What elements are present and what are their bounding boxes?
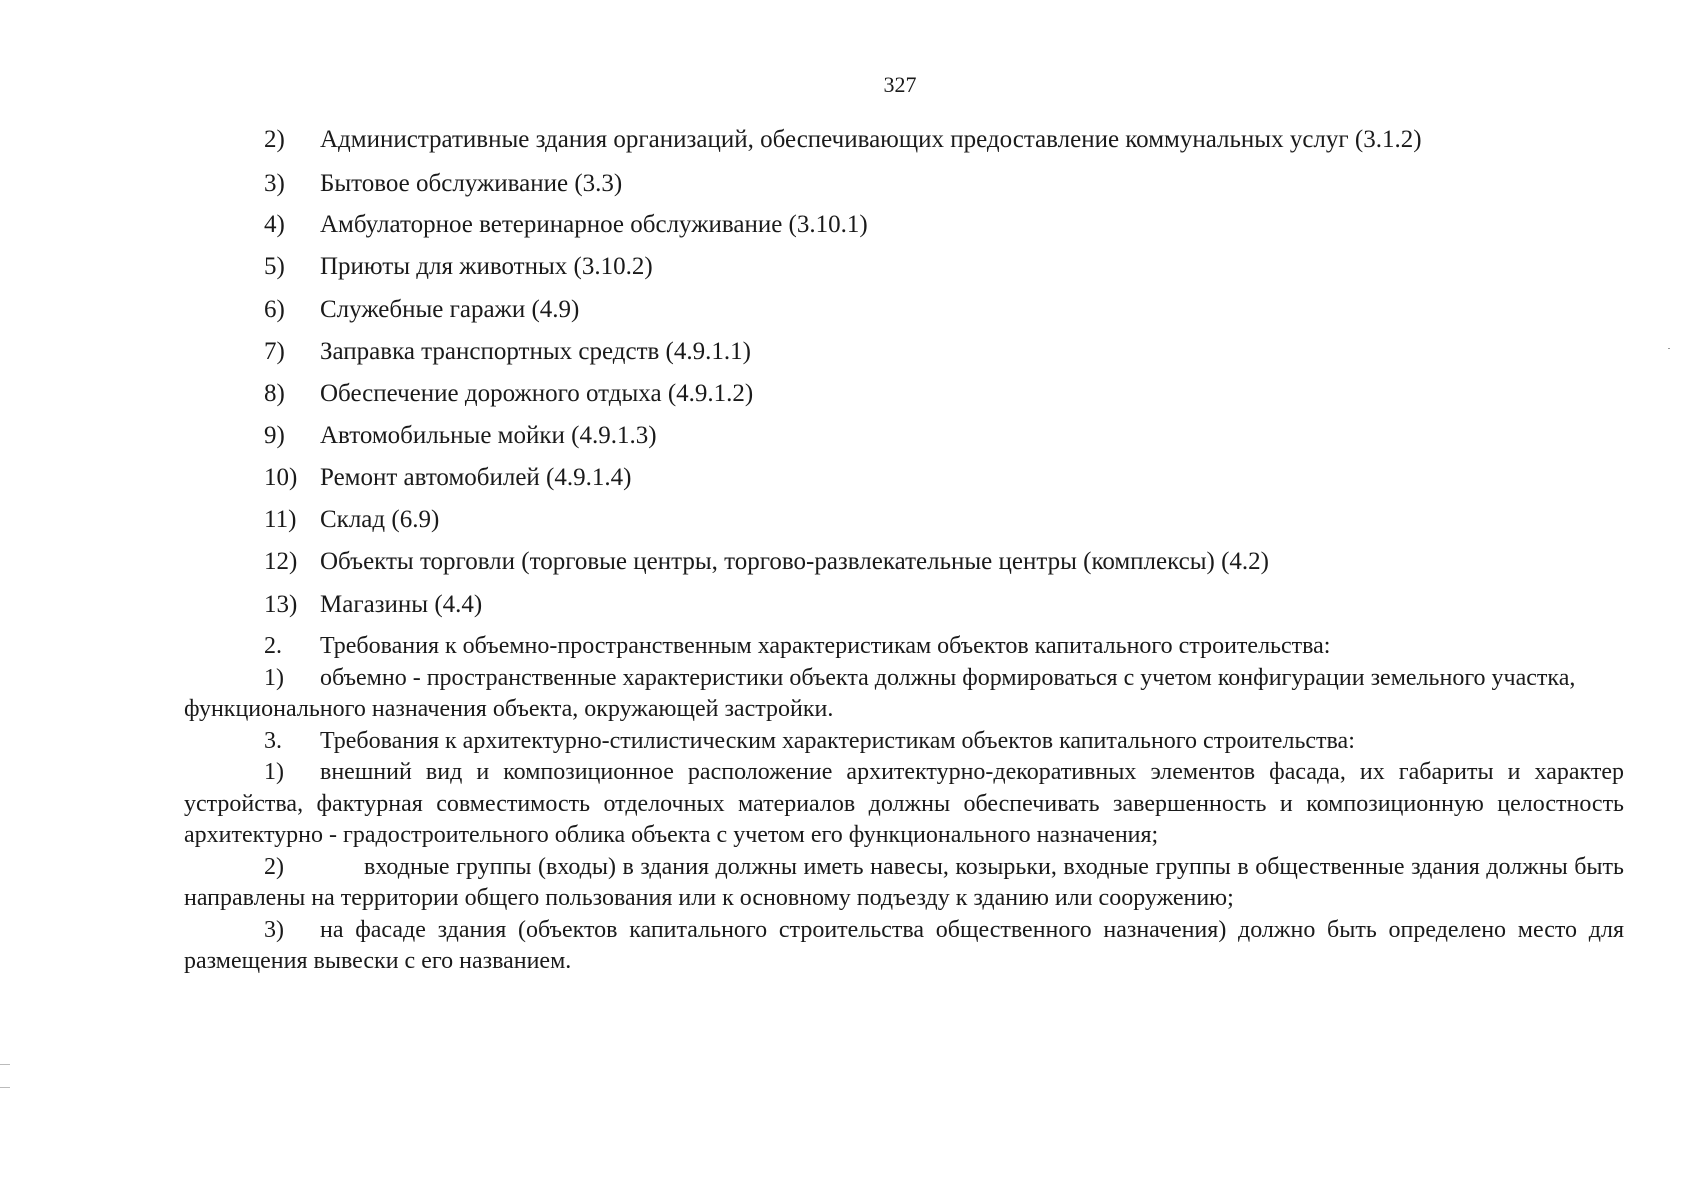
list-item (264, 252, 1564, 295)
paragraph (184, 852, 1624, 915)
paragraph-number: 1) (264, 664, 284, 691)
list-item-text: Автомобильные мойки (4.9.1.3) (320, 422, 657, 449)
section-heading (184, 631, 1624, 663)
list-item-text: Административные здания организаций, обеспечивающих предоставление коммунальных услуг (3.1.2) (320, 126, 1422, 153)
paragraph-text: входные группы (входы) в здания должны иметь навесы, козырьки, входные группы в общественные здания должны быть направлены на территории общего пользования или к основному подъезду к зданию или сооружению; (184, 853, 1624, 911)
list-item-number: 4) (264, 211, 285, 238)
list-item (264, 295, 1564, 337)
scan-artifact (0, 1064, 10, 1088)
list-item (264, 169, 1564, 210)
list-item-text: Приюты для животных (3.10.2) (320, 253, 653, 280)
paragraph (184, 663, 1624, 726)
list-item-text: Заправка транспортных средств (4.9.1.1) (320, 338, 751, 365)
paragraph-text: на фасаде здания (объектов капитального строительства общественного назначения) должно быть определено место для размещения вывески с его названием. (184, 916, 1624, 974)
list-item (264, 463, 1564, 505)
paragraph (184, 757, 1624, 852)
paragraph-number: 3. (264, 727, 282, 754)
list-item-text: Ремонт автомобилей (4.9.1.4) (320, 464, 632, 491)
list-item (264, 210, 1564, 252)
page-number: 327 (883, 72, 917, 97)
list-item (264, 505, 1564, 547)
list-item (264, 379, 1564, 421)
paragraph-number: 2. (264, 633, 282, 659)
requirements-section (184, 631, 1624, 978)
list-item-number: 11) (264, 506, 297, 533)
list-item-number: 13) (264, 591, 298, 618)
list-item-number: 12) (264, 548, 298, 575)
list-item-number: 10) (264, 464, 298, 491)
list-item-number: 8) (264, 380, 285, 407)
paragraph-text: внешний вид и композиционное расположение архитектурно-декоративных элементов фасада, их габариты и характер устройства, фактурная совместимость отделочных материалов должны обеспечивать завершенность и композиционную целостность архитектурно - градостроительного облика объекта с учетом его функционального назначения; (184, 759, 1624, 848)
list-item-text: Амбулаторное ветеринарное обслуживание (3.10.1) (320, 211, 868, 238)
paragraph-number: 2) (264, 853, 284, 880)
paragraph-text: Требования к объемно-пространственным характеристикам объектов капитального строительства: (320, 633, 1331, 659)
list-item (264, 421, 1564, 463)
list-item-number: 5) (264, 253, 285, 280)
list-item-text: Бытовое обслуживание (3.3) (320, 170, 623, 197)
list-item-text: Объекты торговли (торговые центры, торгово-развлекательные центры (комплексы) (4.2) (320, 548, 1270, 575)
list-item-number: 3) (264, 170, 285, 197)
list-item-text: Склад (6.9) (320, 506, 440, 533)
paragraph-text: объемно - пространственные характеристики объекта должны формироваться с учетом конфигурации земельного участка, функционального назначения объекта, окружающей застройки. (184, 664, 1576, 722)
list-item-number: 6) (264, 296, 285, 323)
list-item-number: 7) (264, 338, 285, 365)
paragraph-text: Требования к архитектурно-стилистическим характеристикам объектов капитального строительства: (320, 727, 1355, 754)
list-item (264, 547, 1564, 590)
paragraph-number: 1) (264, 759, 284, 785)
list-item-text: Магазины (4.4) (320, 591, 483, 618)
land-use-list (264, 125, 1564, 620)
section-heading (184, 726, 1624, 758)
list-item (264, 125, 1564, 169)
list-item (264, 337, 1564, 379)
paragraph (184, 915, 1624, 978)
list-item-number: 2) (264, 126, 285, 153)
list-item-text: Обеспечение дорожного отдыха (4.9.1.2) (320, 380, 754, 407)
scan-artifact (1668, 348, 1670, 349)
list-item (264, 590, 1564, 620)
list-item-text: Служебные гаражи (4.9) (320, 296, 580, 323)
list-item-number: 9) (264, 422, 285, 449)
paragraph-number: 3) (264, 916, 284, 943)
